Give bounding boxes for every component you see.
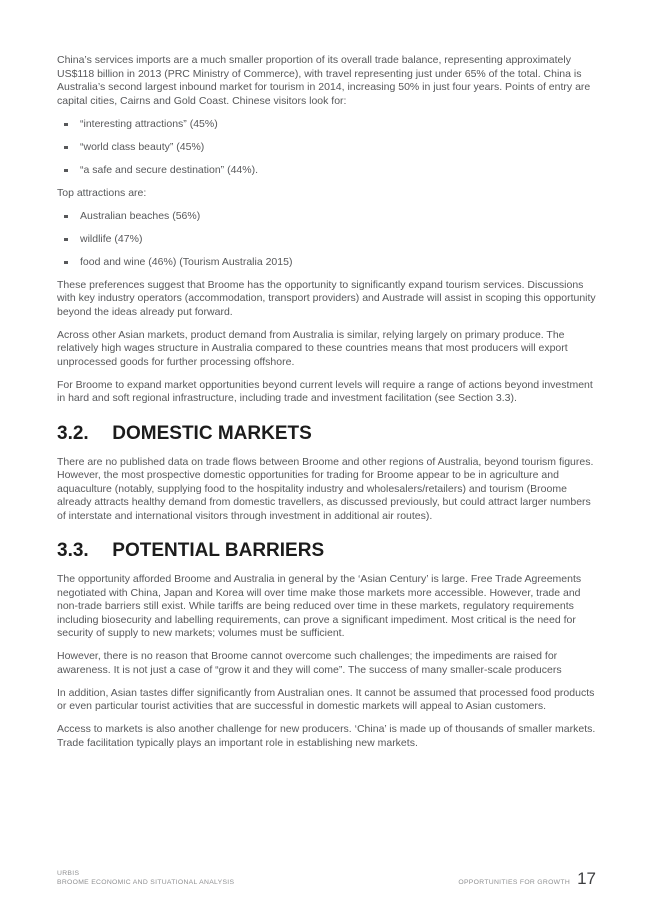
page-number: 17 [577,869,596,888]
footer-right [458,870,596,887]
section-title: POTENTIAL BARRIERS [112,540,325,561]
top-attractions-intro: Top attractions are: [57,186,147,199]
footer-left [57,869,234,887]
square-bullet-icon [64,215,68,219]
square-bullet-icon [64,261,68,265]
list-item-text: “interesting attractions” (45%) [80,117,218,130]
page-footer [57,869,596,887]
visitor-preferences-list [57,118,597,178]
square-bullet-icon [64,238,68,242]
section-number: 3.2. [57,422,89,444]
section-number: 3.3. [57,540,89,561]
paragraph: These preferences suggest that Broome has the opportunity to significantly expand tourism services. Discussions with key industry operators (accommodation, transport providers) and Austrade will assist in scoping this opportunity beyond the ideas already put forward. [57,278,596,318]
list-item-text: “world class beauty” (45%) [80,140,205,153]
paragraph: For Broome to expand market opportunities beyond current levels will require a range of actions beyond investment in hard and soft regional infrastructure, including trade and investment facilitation (see Section 3.3). [57,378,593,404]
paragraph: There are no published data on trade flows between Broome and other regions of Australia, beyond tourism figures. However, the most prospective domestic opportunities for trading for Broome appear to be in agriculture and aquaculture (notably, supplying food to the hospitality industry and wholesalers/retailers) and tourism (Broome already attracts healthy demand from domestic travellers, as discussed previously, but could attract larger numbers of interstate and international visitors through investment in additional air routes). [57,455,594,522]
top-attractions-list [57,210,597,270]
list-item [57,256,597,270]
section-heading-domestic-markets [57,423,597,445]
page-content [57,54,597,760]
list-item-text: food and wine (46%) (Tourism Australia 2015) [80,255,293,268]
section-title: DOMESTIC MARKETS [112,422,312,444]
list-item [57,210,597,224]
paragraph: In addition, Asian tastes differ significantly from Australian ones. It cannot be assumed that processed food products or even particular tourist activities that are successful in domestic markets will appeal to Asian customers. [57,686,595,712]
footer-brand: URBIS [57,870,80,877]
list-item [57,164,597,178]
list-item-text: “a safe and secure destination” (44%). [80,163,259,176]
paragraph: The opportunity afforded Broome and Australia in general by the ‘Asian Century’ is large. Free Trade Agreements negotiated with China, Japan and Korea will over time make those markets more accessible. However, trade and non-trade barriers still exist. While tariffs are being reduced over time in these markets, regulatory requirements including biosecurity and labelling requirements, can prove a significant impediment. Most critical is the need for security of supply to new markets; volumes must be sufficient. [57,573,582,639]
list-item [57,233,597,247]
list-item-text: wildlife (47%) [80,232,143,245]
section-heading-potential-barriers [57,540,597,562]
footer-report-title: BROOME ECONOMIC AND SITUATIONAL ANALYSIS [57,879,235,886]
list-item [57,118,597,132]
square-bullet-icon [64,146,68,150]
footer-section-label: OPPORTUNITIES FOR GROWTH [458,879,571,886]
list-item [57,141,597,155]
intro-paragraph: China’s services imports are a much smaller proportion of its overall trade balance, representing approximately US$118 billion in 2013 (PRC Ministry of Commerce), with travel representing just under 65% of the total. China is Australia’s second largest inbound market for tourism in 2014, increasing 50% in just four years. Points of entry are capital cities, Cairns and Gold Coast. Chinese visitors look for: [57,54,591,107]
square-bullet-icon [64,169,68,173]
paragraph: However, there is no reason that Broome cannot overcome such challenges; the impediments are raised for awareness. It is not just a case of “grow it and they will come”. The success of many smaller-scale producers [57,650,562,676]
square-bullet-icon [64,123,68,127]
paragraph: Access to markets is also another challenge for new producers. ‘China’ is made up of thousands of smaller markets. Trade facilitation typically plays an important role in establishing new markets. [57,723,596,749]
list-item-text: Australian beaches (56%) [80,209,201,222]
paragraph: Across other Asian markets, product demand from Australia is similar, relying largely on primary produce. The relatively high wages structure in Australia compared to these countries means that most producers will export unprocessed goods for further processing offshore. [57,328,568,368]
